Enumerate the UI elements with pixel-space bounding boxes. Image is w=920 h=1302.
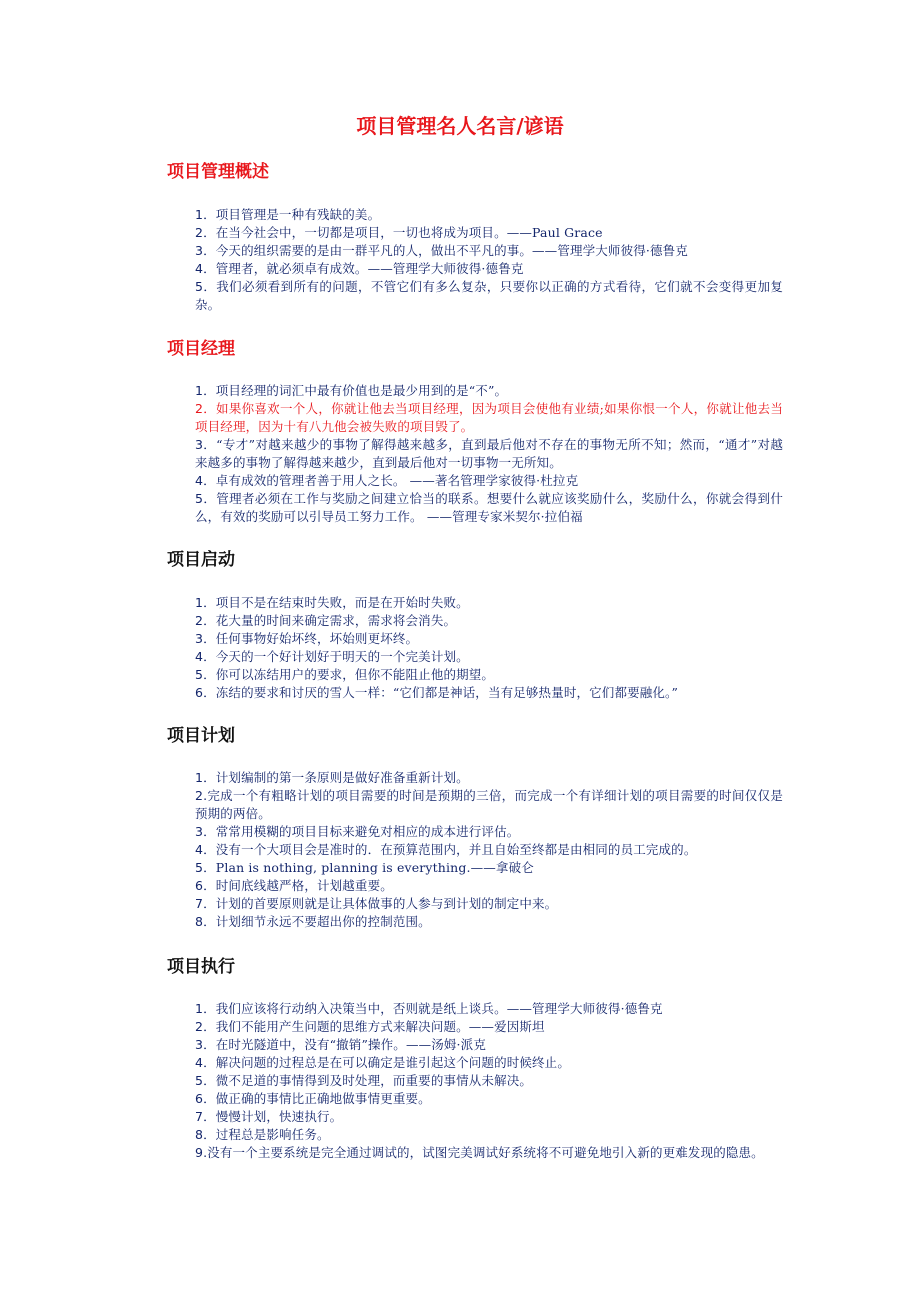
item-text: 卓有成效的管理者善于用人之长。 ——著名管理学家彼得·杜拉克 [215, 473, 579, 488]
item-text: 如果你喜欢一个人，你就让他去当项目经理，因为项目会使他有业绩;如果你恨一个人，你就让他去当项目经理，因为十有八九他会被失败的项目毁了。 [195, 401, 783, 434]
section-heading-initiation: 项目启动 [167, 550, 235, 570]
list-item [195, 1054, 783, 1072]
item-number: 5． [195, 860, 216, 875]
document-title: 项目管理名人名言/谚语 [356, 114, 564, 138]
list-item [195, 895, 783, 913]
item-number: 3． [195, 1037, 216, 1052]
list-item [195, 823, 783, 841]
section-heading-overview: 项目管理概述 [167, 162, 269, 182]
item-number: 7． [195, 896, 216, 911]
list-item [195, 787, 783, 823]
item-number: 4． [195, 1055, 216, 1070]
list-item [195, 648, 783, 666]
item-text: 我们不能用产生问题的思维方式来解决问题。——爱因斯坦 [215, 1019, 545, 1034]
list-item [195, 1036, 783, 1054]
section-heading-planning: 项目计划 [167, 726, 235, 746]
item-number: 6． [195, 685, 216, 700]
item-text: 冻结的要求和讨厌的雪人一样：“它们都是神话，当有足够热量时，它们都要融化。” [215, 685, 678, 700]
list-item [195, 1144, 783, 1162]
item-number: 1． [195, 207, 216, 222]
item-number: 4． [195, 473, 216, 488]
item-number: 5． [195, 491, 217, 506]
list-item [195, 278, 783, 314]
planning-list [195, 769, 783, 931]
item-text: 慢慢计划，快速执行。 [215, 1109, 343, 1124]
list-item [195, 242, 783, 260]
item-text: 我们必须看到所有的问题，不管它们有多么复杂，只要你以正确的方式看待，它们就不会变得更加复杂。 [195, 279, 783, 312]
list-item [195, 224, 783, 242]
item-text: 在时光隧道中，没有“撤销”操作。——汤姆·派克 [215, 1037, 486, 1052]
project-manager-list [195, 382, 783, 526]
item-number: 2． [195, 225, 216, 240]
item-text: 管理者，就必须卓有成效。——管理学大师彼得·德鲁克 [215, 261, 524, 276]
item-number: 3． [195, 631, 216, 646]
item-number: 1． [195, 1001, 216, 1016]
item-number: 3． [195, 824, 216, 839]
item-text: 常常用模糊的项目目标来避免对相应的成本进行评估。 [215, 824, 520, 839]
list-item [195, 490, 783, 526]
list-item [195, 594, 783, 612]
initiation-list [195, 594, 783, 702]
item-number: 1． [195, 383, 216, 398]
list-item [195, 630, 783, 648]
list-item [195, 436, 783, 472]
list-item [195, 859, 783, 877]
item-number: 9. [195, 1145, 208, 1160]
item-text: 做正确的事情比正确地做事情更重要。 [215, 1091, 431, 1106]
section-heading-execution: 项目执行 [167, 957, 235, 977]
list-item [195, 1072, 783, 1090]
list-item [195, 1018, 783, 1036]
item-number: 5． [195, 667, 216, 682]
item-text: Plan is nothing, planning is everything.——拿破仑 [215, 860, 534, 875]
item-number: 4． [195, 842, 216, 857]
item-text: 没有一个大项目会是准时的．在预算范围内，并且自始至终都是由相同的员工完成的。 [215, 842, 697, 857]
list-item [195, 260, 783, 278]
list-item [195, 1126, 783, 1144]
list-item [195, 877, 783, 895]
execution-list [195, 1000, 783, 1162]
list-item [195, 1000, 783, 1018]
item-text: 项目不是在结束时失败，而是在开始时失败。 [215, 595, 469, 610]
list-item [195, 769, 783, 787]
item-text: 微不足道的事情得到及时处理，而重要的事情从未解决。 [215, 1073, 533, 1088]
list-item [195, 666, 783, 684]
list-item [195, 913, 783, 931]
item-number: 6． [195, 1091, 216, 1106]
list-item [195, 1090, 783, 1108]
item-number: 3． [195, 437, 217, 452]
list-item [195, 1108, 783, 1126]
item-text: 任何事物好始坏终，坏始则更坏终。 [215, 631, 419, 646]
item-number: 5． [195, 279, 217, 294]
item-number: 5． [195, 1073, 216, 1088]
item-text: 计划编制的第一条原则是做好准备重新计划。 [215, 770, 469, 785]
list-item [195, 612, 783, 630]
item-number: 8． [195, 914, 216, 929]
item-number: 6． [195, 878, 216, 893]
item-text: 解决问题的过程总是在可以确定是谁引起这个问题的时候终止。 [215, 1055, 570, 1070]
item-text: 过程总是影响任务。 [215, 1127, 330, 1142]
list-item-highlighted [195, 400, 783, 436]
item-text: 我们应该将行动纳入决策当中，否则就是纸上谈兵。——管理学大师彼得·德鲁克 [215, 1001, 663, 1016]
item-number: 1． [195, 770, 216, 785]
item-number: 3． [195, 243, 216, 258]
overview-list [195, 206, 783, 314]
item-text: 今天的组织需要的是由一群平凡的人，做出不平凡的事。——管理学大师彼得·德鲁克 [215, 243, 688, 258]
list-item [195, 472, 783, 490]
item-number: 4． [195, 649, 216, 664]
item-text: 计划的首要原则就是让具体做事的人参与到计划的制定中来。 [215, 896, 558, 911]
item-text: 时间底线越严格，计划越重要。 [215, 878, 393, 893]
item-text: 今天的一个好计划好于明天的一个完美计划。 [215, 649, 469, 664]
list-item [195, 382, 783, 400]
item-text: 管理者必须在工作与奖励之间建立恰当的联系。想要什么就应该奖励什么，奖励什么，你就会得到什么，有效的奖励可以引导员工努力工作。 ——管理专家米契尔·拉伯福 [195, 491, 783, 524]
item-number: 7． [195, 1109, 216, 1124]
item-number: 2． [195, 613, 216, 628]
item-text: 完成一个有粗略计划的项目需要的时间是预期的三倍，而完成一个有详细计划的项目需要的时间仅仅是预期的两倍。 [195, 788, 783, 821]
item-number: 4． [195, 261, 216, 276]
list-item [195, 841, 783, 859]
section-heading-project-manager: 项目经理 [167, 339, 235, 359]
item-text: “专才”对越来越少的事物了解得越来越多，直到最后他对不存在的事物无所不知；然而，“通才”对越来越多的事物了解得越来越少，直到最后他对一切事物一无所知。 [195, 437, 783, 470]
item-number: 2． [195, 1019, 216, 1034]
item-number: 1． [195, 595, 216, 610]
item-number: 2． [195, 401, 217, 416]
item-text: 计划细节永远不要超出你的控制范围。 [215, 914, 431, 929]
list-item [195, 684, 783, 702]
list-item [195, 206, 783, 224]
item-text: 花大量的时间来确定需求，需求将会消失。 [215, 613, 457, 628]
item-text: 项目经理的词汇中最有价值也是最少用到的是“不”。 [215, 383, 508, 398]
item-text: 在当今社会中，一切都是项目，一切也将成为项目。——Paul Grace [215, 225, 603, 240]
item-text: 你可以冻结用户的要求，但你不能阻止他的期望。 [215, 667, 495, 682]
item-number: 8． [195, 1127, 216, 1142]
item-text: 项目管理是一种有残缺的美。 [215, 207, 381, 222]
item-text: 没有一个主要系统是完全通过调试的，试图完美调试好系统将不可避免地引入新的更难发现的隐患。 [207, 1145, 764, 1160]
item-number: 2. [195, 788, 208, 803]
